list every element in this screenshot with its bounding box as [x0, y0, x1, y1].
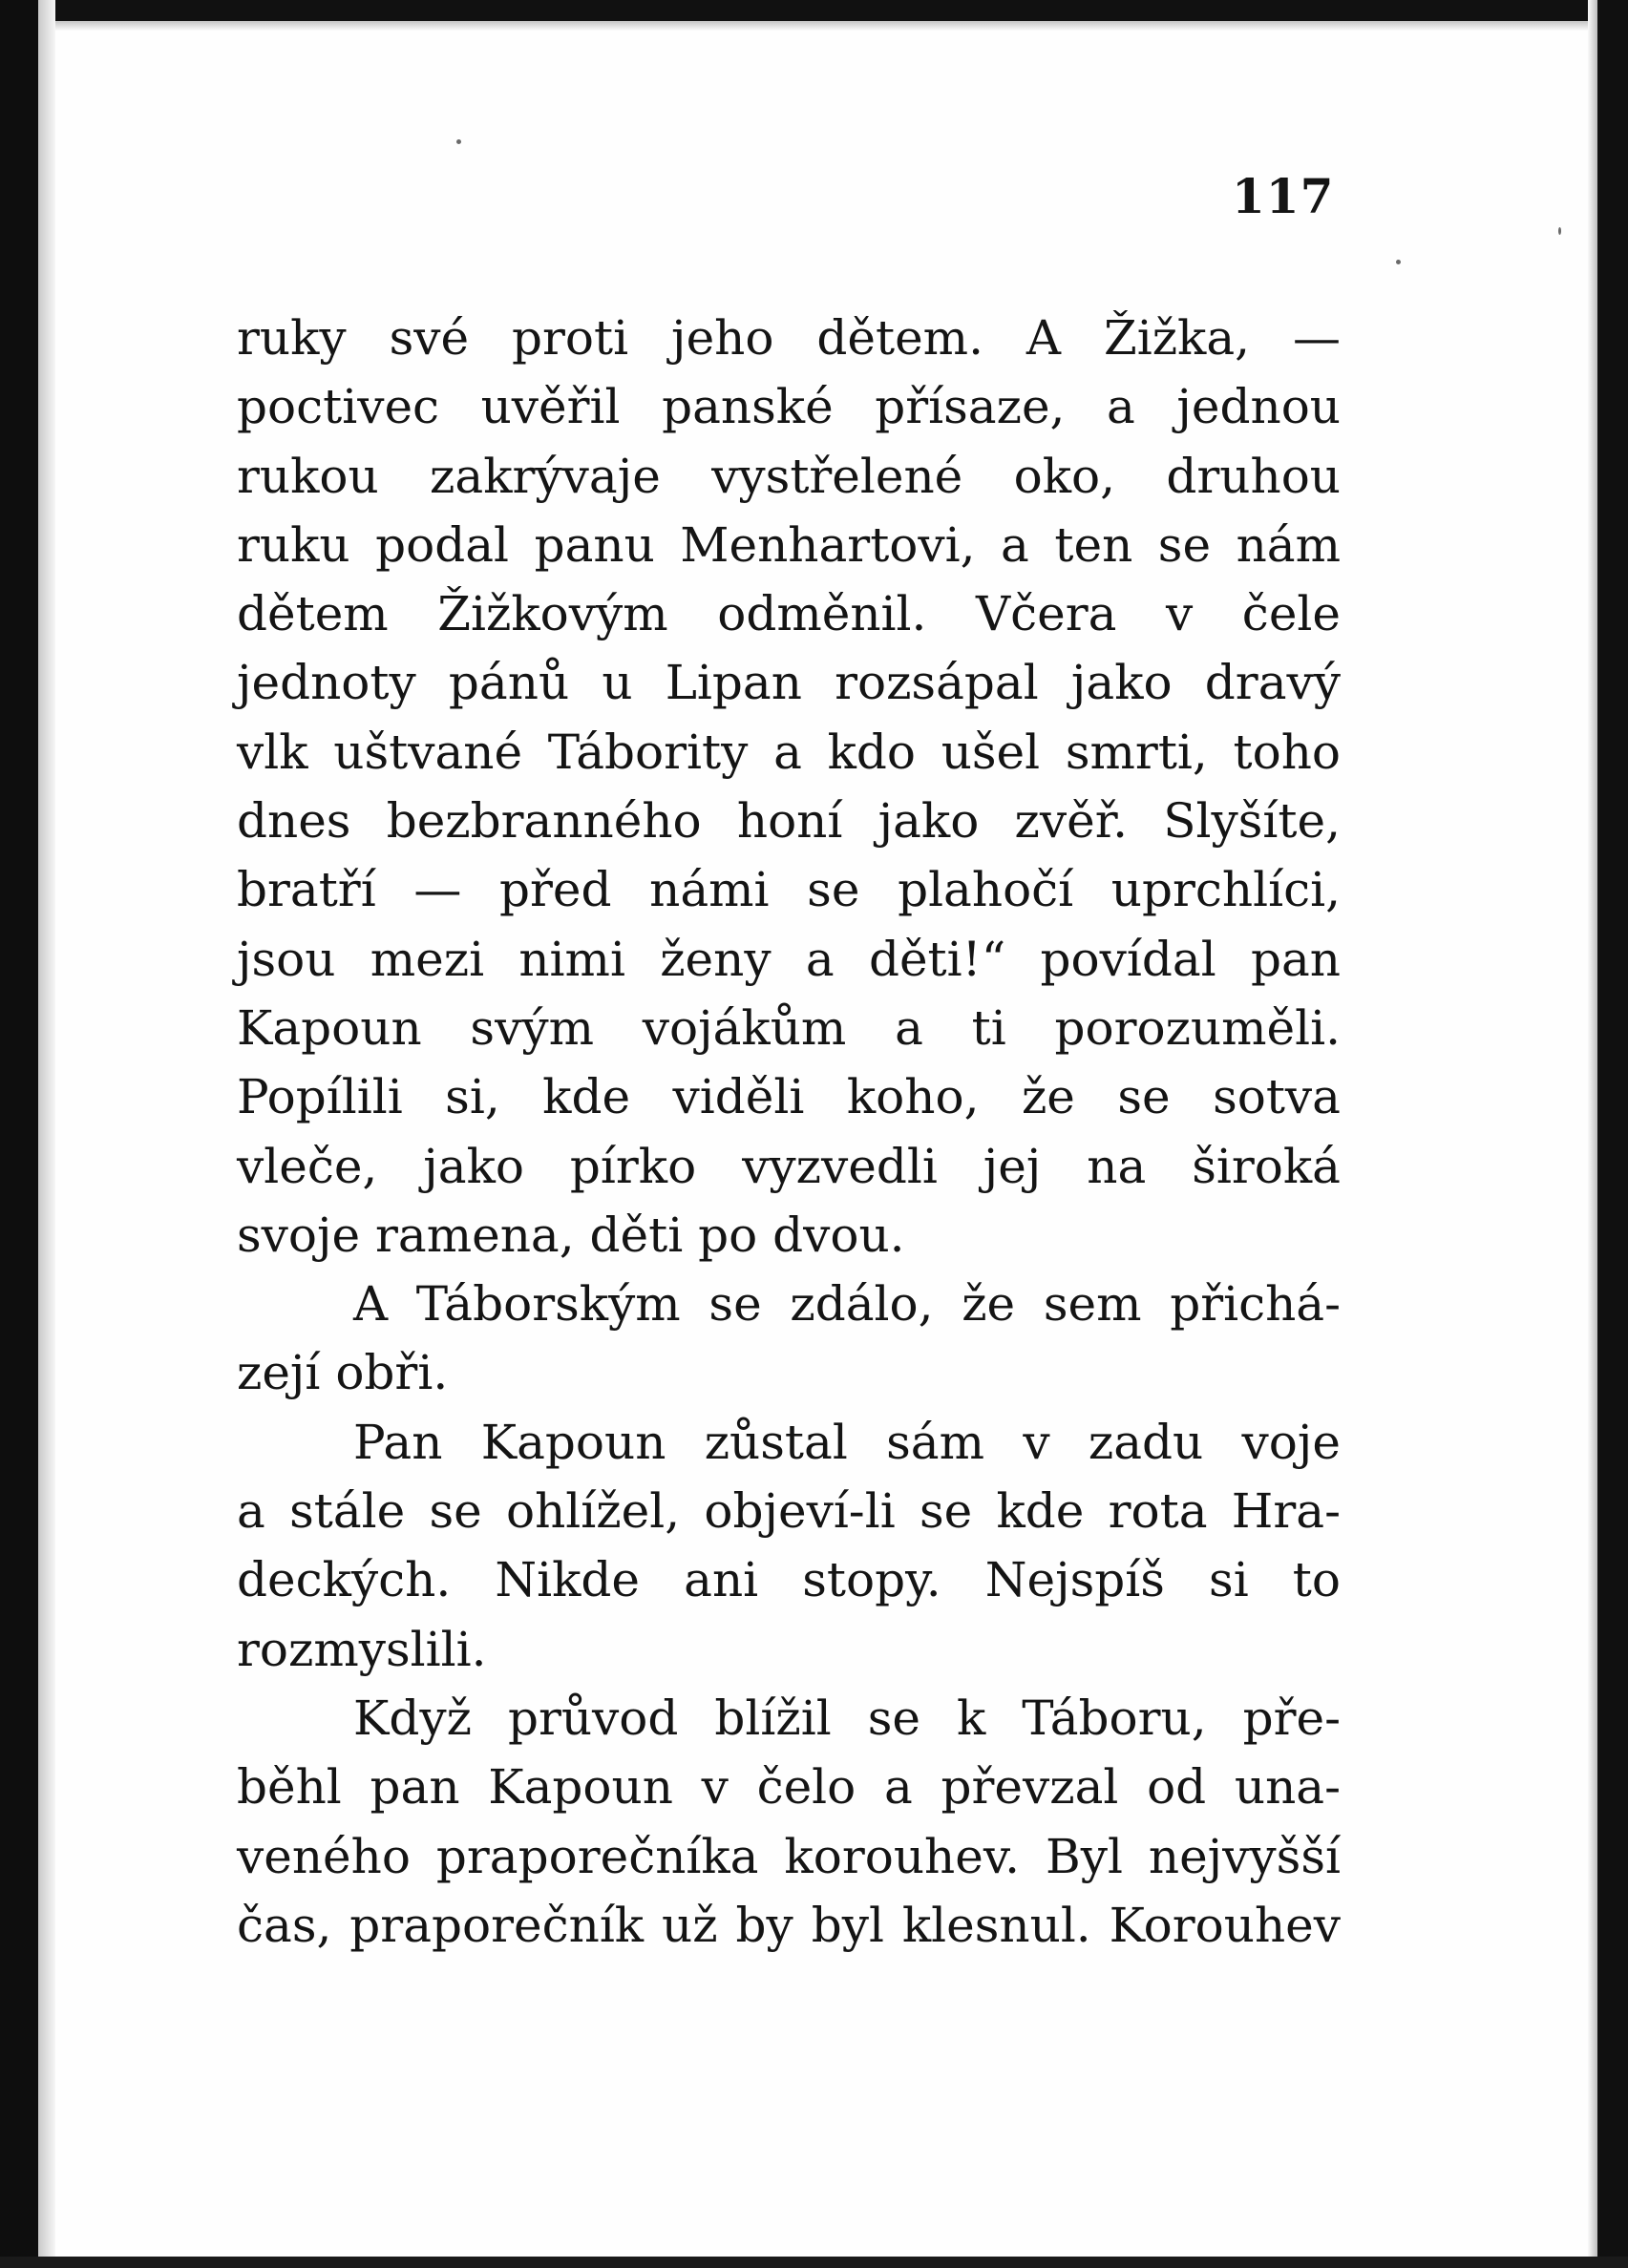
text-line: dětem Žižkovým odměnil. Včera v čele	[237, 586, 1341, 642]
dust-speck	[456, 139, 461, 144]
body-text	[237, 304, 1341, 1960]
text-line: zejí obři.	[237, 1345, 449, 1401]
scan-edge-bottom	[0, 2257, 1628, 2268]
text-line: veného praporečníka korouhev. Byl nejvyšší	[237, 1828, 1341, 1884]
text-line: ruky své proti jeho dětem. A Žižka, —	[237, 310, 1341, 366]
scan-shadow-left	[38, 0, 55, 2268]
scan-edge-right	[1597, 0, 1628, 2268]
dust-speck	[1396, 260, 1401, 264]
text-line: A Táborským se zdálo, že sem přichá-	[353, 1276, 1341, 1333]
text-line: dnes bezbranného honí jako zvěř. Slyšíte,	[237, 793, 1341, 850]
scan-edge-top	[0, 0, 1628, 21]
text-line: běhl pan Kapoun v čelo a převzal od una-	[237, 1759, 1341, 1816]
text-line: bratří — před námi se plahočí uprchlíci,	[237, 862, 1341, 918]
text-line: Pan Kapoun zůstal sám v zadu voje	[353, 1414, 1341, 1470]
scan-shadow-right	[1588, 0, 1597, 2268]
text-line: a stále se ohlížel, objeví-li se kde rota Hra-	[237, 1483, 1341, 1540]
text-line: rozmyslili.	[237, 1621, 487, 1677]
text-line: jednoty pánů u Lipan rozsápal jako dravý	[237, 655, 1341, 711]
text-line: Když průvod blížil se k Táboru, pře-	[353, 1690, 1341, 1746]
scan-shadow-top	[38, 21, 1597, 31]
dust-speck	[1558, 227, 1561, 235]
page-number: 117	[1232, 168, 1335, 224]
text-line: Kapoun svým vojákům a ti porozuměli.	[237, 999, 1341, 1056]
text-line: vlk uštvané Tábority a kdo ušel smrti, toho	[237, 724, 1341, 780]
scan-edge-left	[0, 0, 38, 2268]
text-line: ruku podal panu Menhartovi, a ten se nám	[237, 516, 1341, 573]
text-line: vleče, jako pírko vyzvedli jej na široká	[237, 1138, 1341, 1194]
text-line: poctivec uvěřil panské přísaze, a jednou	[237, 379, 1341, 435]
text-line: deckých. Nikde ani stopy. Nejspíš si to	[237, 1552, 1341, 1608]
text-line: čas, praporečník už by byl klesnul. Korouhev	[237, 1897, 1341, 1953]
text-line: jsou mezi nimi ženy a děti!“ povídal pan	[237, 931, 1341, 987]
text-line: Popílili si, kde viděli koho, že se sotva	[237, 1069, 1341, 1125]
text-line: rukou zakrývaje vystřelené oko, druhou	[237, 448, 1341, 504]
text-line: svoje ramena, děti po dvou.	[237, 1207, 905, 1263]
